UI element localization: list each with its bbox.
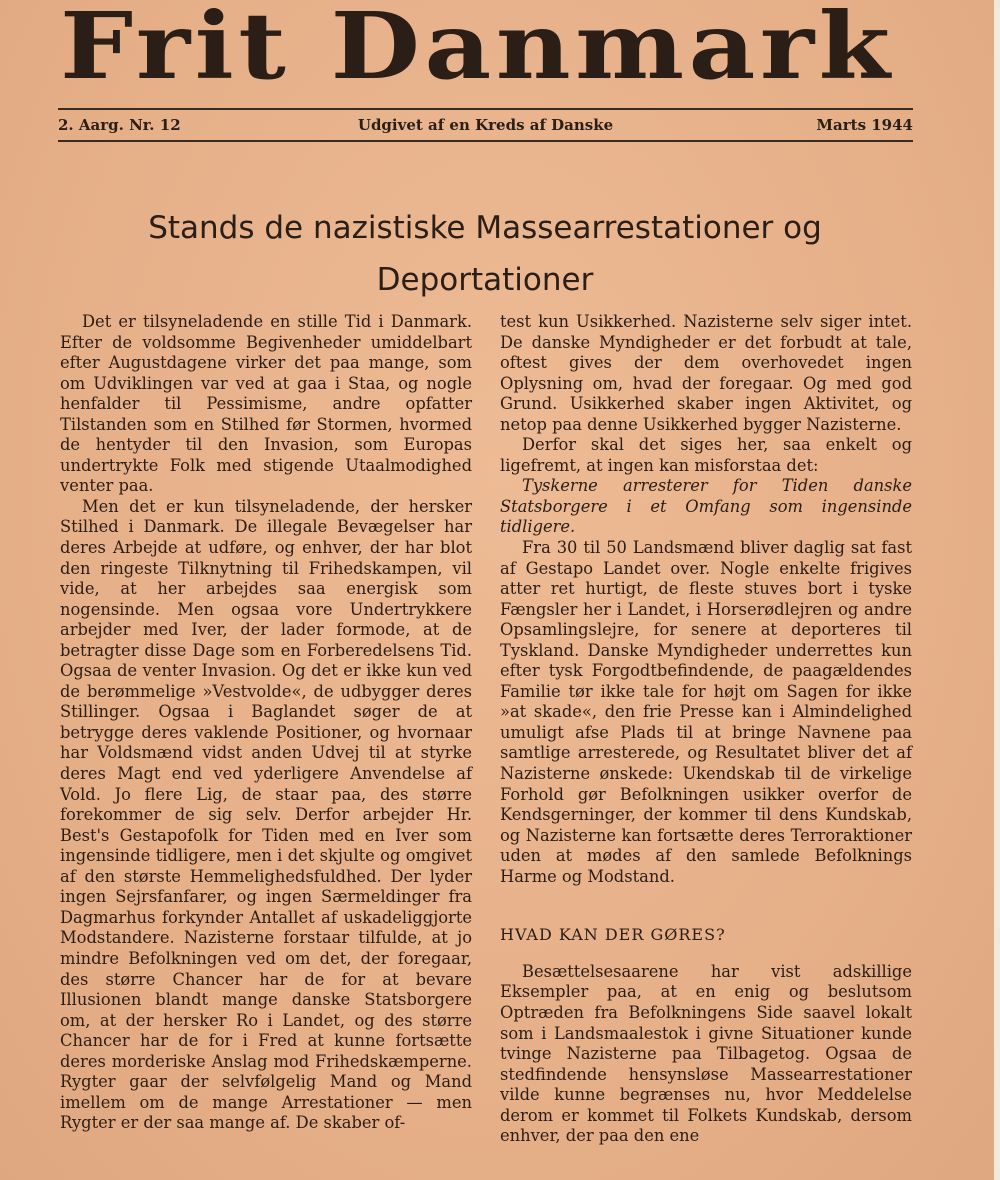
issue-date: Marts 1944 xyxy=(816,116,913,134)
paragraph: test kun Usikkerhed. Nazisterne selv siger intet. De danske Myndigheder er det forbudt at tale, oftest gives der dem overhovedet ingen Oplysning om, hvad der foregaar. Og med god Grund. Usikkerhed skaber ingen Aktivitet, og netop paa denne Usikkerhed bygger Nazisterne. xyxy=(500,312,912,434)
issue-info-bar xyxy=(58,112,913,138)
paragraph: Fra 30 til 50 Landsmænd bliver daglig sat fast af Gestapo Landet over. Nogle enkelte frigives atter ret hurtigt, de fleste stuves bort i tyske Fængsler her i Landet, i Horserødlejren og andre Opsamlingslejre, for senere at deporteres til Tyskland. Danske Myndigheder underrettes kun efter tysk Forgodtbefindende, de paagældendes Familie tør ikke tale for højt om Sagen for ikke »at skade«, den frie Presse kan i Almindelighed umuligt afse Plads til at bringe Navnene paa samtlige arresterede, og Resultatet bliver det af Nazisterne ønskede: Ukendskab til de virkelige Forhold gør Befolkningen usikker overfor de Kendsgerninger, der kommer til dens Kundskab, og Nazisterne kan fortsætte deres Terroraktioner uden at mødes af den samlede Befolknings Harme og Modstand. xyxy=(500,538,912,886)
page-edge xyxy=(994,0,1000,1180)
article-column-right xyxy=(500,312,912,1147)
headline-line-2: Deportationer xyxy=(376,262,594,298)
headline-line-1: Stands de nazistiske Massearrestationer og xyxy=(148,210,822,246)
publisher-line: Udgivet af en Kreds af Danske xyxy=(357,116,614,134)
masthead-title: Frit Danmark xyxy=(60,0,895,100)
issue-number: 2. Aarg. Nr. 12 xyxy=(58,116,181,134)
paragraph: Derfor skal det siges her, saa enkelt og ligefremt, at ingen kan misforstaa det: xyxy=(500,435,912,475)
masthead-rule-top xyxy=(58,108,913,110)
paragraph: Det er tilsyneladende en stille Tid i Danmark. Efter de voldsomme Begivenheder umiddelbart efter Augustdagene virker det paa mange, som om Udviklingen var ved at gaa i Staa, og nogle henfalder til Pessimisme, andre opfatter Tilstanden som en Stilhed før Stormen, hvormed de hentyder til den Invasion, som Europas undertrykte Folk med stigende Utaalmodighed venter paa. xyxy=(60,312,472,496)
article-headline xyxy=(60,202,910,306)
section-subheading: HVAD KAN DER GØRES? xyxy=(500,925,726,945)
paragraph: Besættelsesaarene har vist adskillige Eksempler paa, at en enig og beslutsom Optræden fra Befolkningens Side saavel lokalt som i Landsmaalestok i givne Situationer kunde tvinge Nazisterne paa Tilbagetog. Ogsaa de stedfindende hensynsløse Massearrestationer vilde kunne begrænses nu, hvor Meddelelse derom er kommet til Folkets Kundskab, dersom enhver, der paa den ene xyxy=(500,961,912,1146)
masthead-rule-bottom xyxy=(58,140,913,142)
emphasized-statement: Tyskerne arresterer for Tiden danske Statsborgere i et Omfang som ingensinde tidligere. xyxy=(500,476,912,537)
paragraph: Men det er kun tilsyneladende, der hersker Stilhed i Danmark. De illegale Bevægelser har deres Arbejde at udføre, og enhver, der har blot den ringeste Tilknytning til Frihedskampen, vil vide, at her arbejdes saa energisk som nogensinde. Men ogsaa vore Undertrykkere arbejder med Iver, der lader formode, at de betragter disse Dage som en Forberedelsens Tid. Ogsaa de venter Invasion. Og det er ikke kun ved de berømmelige »Vestvolde«, de udbygger deres Stillinger. Ogsaa i Baglandet søger de at betrygge deres vaklende Positioner, og hvornaar har Voldsmænd vidst anden Udvej til at styrke deres Magt end ved yderligere Anvendelse af Vold. Jo flere Lig, de staar paa, des større forekommer de sig selv. Derfor arbejder Hr. Best's Gestapofolk for Tiden med en Iver som ingensinde tidligere, men i det skjulte og omgivet af den største Hemmelighedsfuldhed. Der lyder ingen Sejrsfanfarer, og ingen Særmeldinger fra Dagmarhus forkynder Antallet af uskadeliggjorte Modstandere. Nazisterne forstaar tilfulde, at jo mindre Befolkningen ved om det, der foregaar, des større Chancer har de for at bevare Illusionen blandt mange danske Statsborgere om, at der hersker Ro i Landet, og des større Chancer har de for i Fred at kunne fortsætte deres morderiske Anslag mod Frihedskæmperne. Rygter gaar der selvfølgelig Mand og Mand imellem om de mange Arrestationer — men Rygter er der saa mange af. De skaber of- xyxy=(60,496,472,1133)
article-column-left xyxy=(60,312,472,1134)
